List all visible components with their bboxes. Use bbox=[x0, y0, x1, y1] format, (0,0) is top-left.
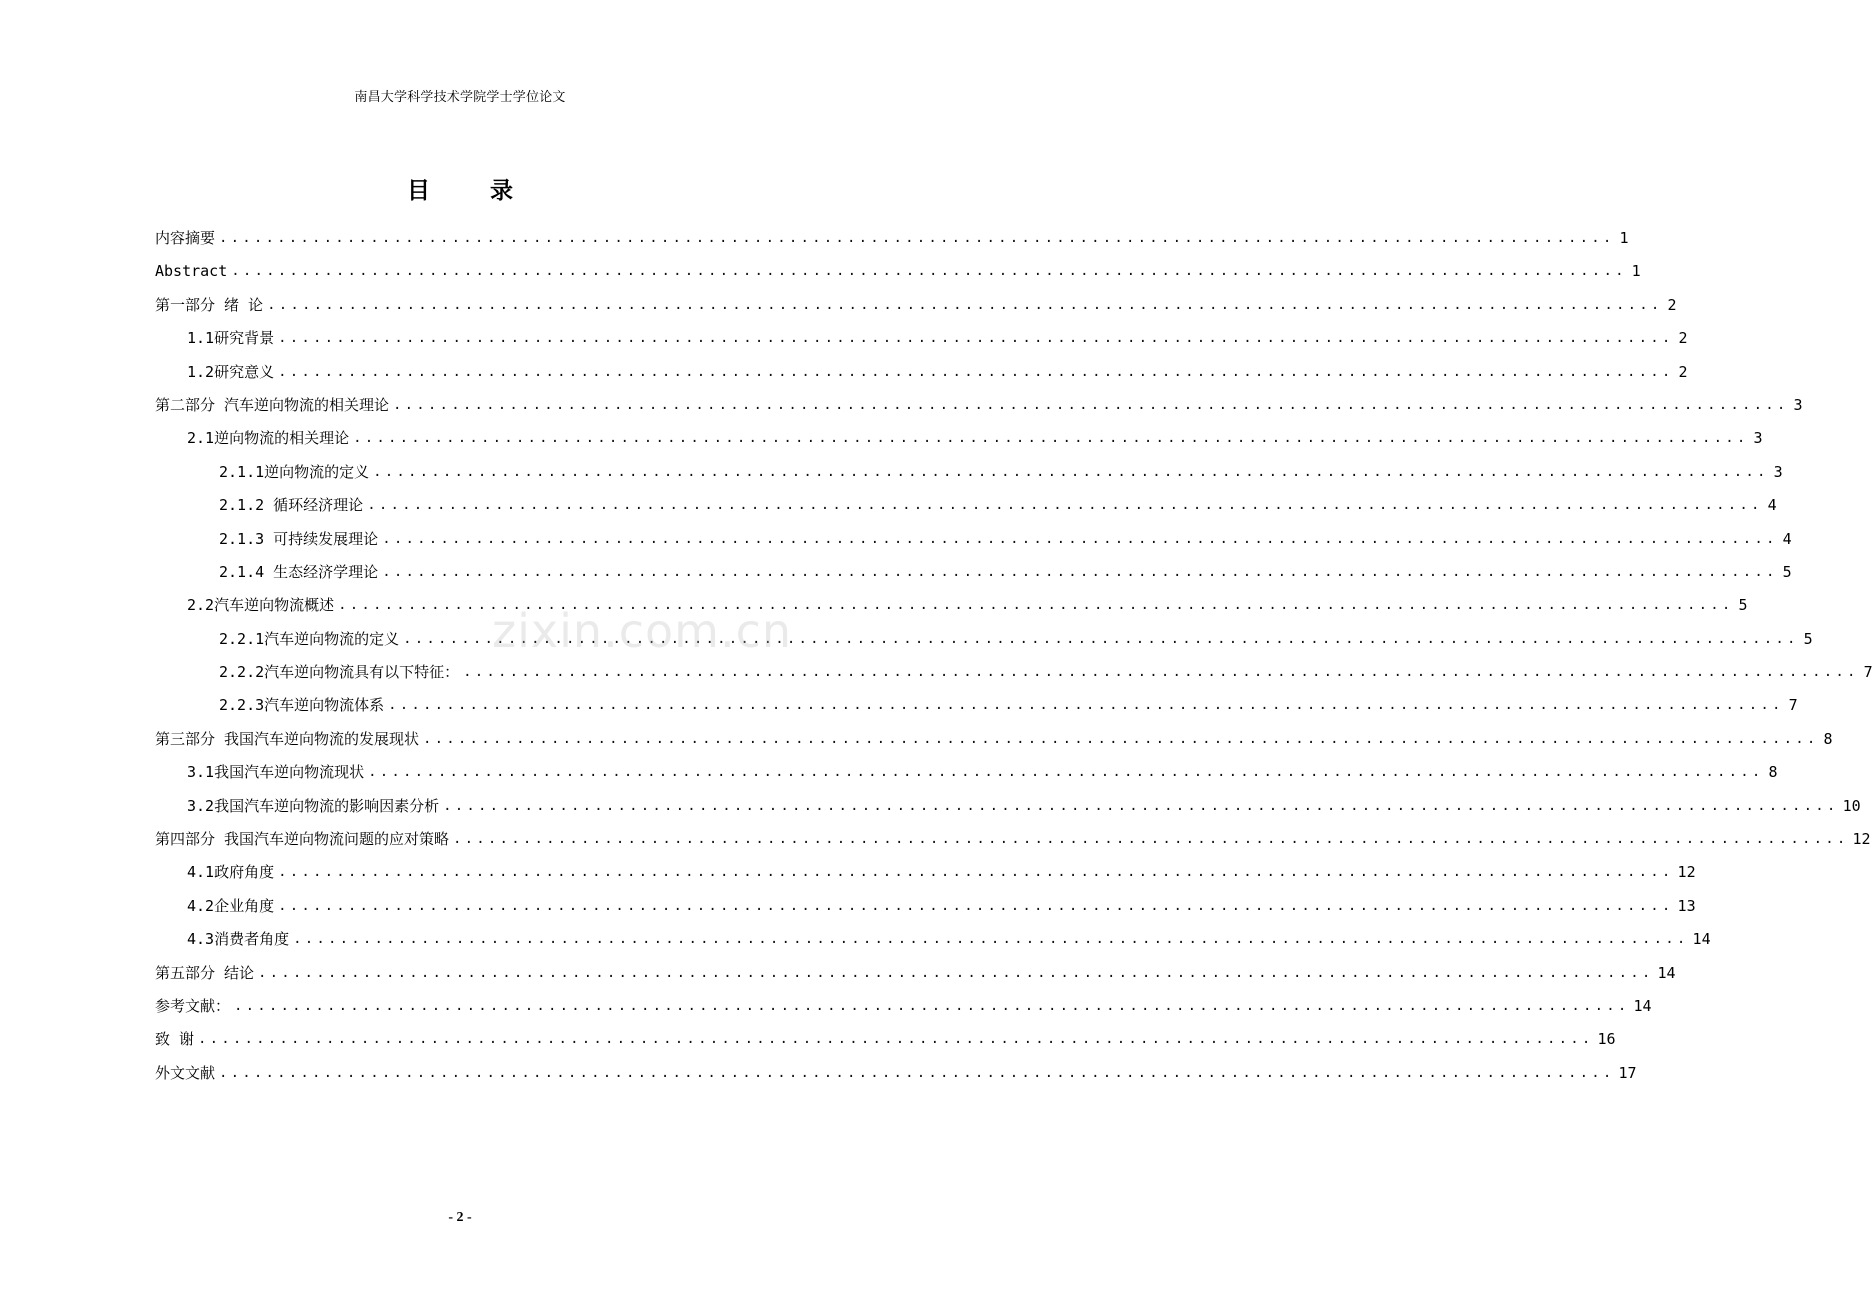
toc-leader-dots: ........................................................................................................................ bbox=[267, 296, 1663, 313]
toc-entry[interactable] bbox=[155, 862, 1696, 895]
toc-entry[interactable] bbox=[155, 529, 1792, 562]
toc-entry[interactable] bbox=[155, 495, 1777, 528]
toc-entry[interactable] bbox=[155, 362, 1688, 395]
toc-entry-label: 第四部分 我国汽车逆向物流问题的应对策略 bbox=[155, 830, 450, 849]
toc-entry-page-number: 13 bbox=[1677, 896, 1696, 915]
toc-leader-dots: ........................................................................................................................ bbox=[373, 463, 1769, 480]
toc-leader-dots: ........................................................................................................................ bbox=[278, 330, 1674, 347]
toc-entry[interactable] bbox=[155, 1029, 1616, 1062]
toc-entry-page-number: 12 bbox=[1852, 830, 1871, 849]
toc-leader-dots: ........................................................................................................................ bbox=[367, 497, 1763, 514]
toc-entry-label: 2.2.3汽车逆向物流体系 bbox=[219, 696, 385, 715]
toc-entry[interactable] bbox=[155, 796, 1861, 829]
toc-entry[interactable] bbox=[155, 762, 1778, 795]
toc-entry-page-number: 4 bbox=[1782, 529, 1792, 548]
toc-entry[interactable] bbox=[155, 295, 1677, 328]
toc-entry-label: 2.1.3 可持续发展理论 bbox=[219, 529, 379, 548]
toc-entry-label: 2.2.1汽车逆向物流的定义 bbox=[219, 629, 400, 648]
toc-entry-label: 1.2研究意义 bbox=[187, 362, 275, 381]
toc-leader-dots: ........................................................................................................................ bbox=[423, 730, 1819, 747]
toc-entry-page-number: 8 bbox=[1768, 763, 1778, 782]
toc-leader-dots: ........................................................................................................................ bbox=[278, 363, 1674, 380]
toc-entry-label: 3.2我国汽车逆向物流的影响因素分析 bbox=[187, 796, 440, 815]
toc-entry-page-number: 8 bbox=[1823, 729, 1833, 748]
toc-leader-dots: ........................................................................................................................ bbox=[231, 263, 1627, 280]
toc-entry[interactable] bbox=[155, 261, 1641, 294]
toc-entry[interactable] bbox=[155, 829, 1871, 862]
toc-leader-dots: ........................................................................................................................ bbox=[234, 997, 1630, 1014]
toc-entry-label: 第三部分 我国汽车逆向物流的发展现状 bbox=[155, 729, 420, 748]
toc-entry-label: 3.1我国汽车逆向物流现状 bbox=[187, 763, 365, 782]
toc-entry-page-number: 2 bbox=[1678, 362, 1688, 381]
toc-entry-page-number: 14 bbox=[1692, 930, 1711, 949]
toc-entry[interactable] bbox=[155, 228, 1629, 261]
toc-entry[interactable] bbox=[155, 629, 1813, 662]
toc-entry-label: 第一部分 绪 论 bbox=[155, 295, 264, 314]
toc-entry[interactable] bbox=[155, 428, 1763, 461]
toc-entry[interactable] bbox=[155, 662, 1873, 695]
toc-entry-label: 2.1.4 生态经济学理论 bbox=[219, 562, 379, 581]
toc-entry[interactable] bbox=[155, 729, 1833, 762]
toc-leader-dots: ........................................................................................................................ bbox=[219, 230, 1615, 246]
toc-entry-label: 2.1.2 循环经济理论 bbox=[219, 496, 364, 515]
toc-entry-page-number: 5 bbox=[1782, 562, 1792, 581]
table-of-contents bbox=[155, 228, 1873, 1096]
toc-entry-label: Abstract bbox=[155, 262, 228, 281]
toc-leader-dots: ........................................................................................................................ bbox=[293, 931, 1689, 948]
toc-entry-label: 第五部分 结论 bbox=[155, 963, 255, 982]
toc-entry[interactable] bbox=[155, 896, 1696, 929]
toc-entry[interactable] bbox=[155, 462, 1783, 495]
toc-entry-label: 2.1逆向物流的相关理论 bbox=[187, 429, 350, 448]
page-number: - 2 - bbox=[448, 1210, 472, 1225]
toc-entry-label: 第二部分 汽车逆向物流的相关理论 bbox=[155, 395, 390, 414]
toc-entry-page-number: 1 bbox=[1619, 229, 1629, 247]
toc-entry-page-number: 17 bbox=[1618, 1063, 1637, 1082]
toc-leader-dots: ........................................................................................................................ bbox=[382, 563, 1778, 580]
toc-leader-dots: ........................................................................................................................ bbox=[198, 1031, 1594, 1048]
toc-entry-label: 4.3消费者角度 bbox=[187, 930, 290, 949]
toc-entry-page-number: 16 bbox=[1597, 1030, 1616, 1049]
toc-leader-dots: ........................................................................................................................ bbox=[393, 396, 1789, 413]
toc-entry-page-number: 5 bbox=[1738, 596, 1748, 615]
toc-leader-dots: ........................................................................................................................ bbox=[403, 630, 1799, 647]
toc-entry-label: 4.2企业角度 bbox=[187, 896, 275, 915]
running-header: 南昌大学科学技术学院学士学位论文 bbox=[354, 90, 566, 105]
toc-entry-label: 4.1政府角度 bbox=[187, 863, 275, 882]
toc-entry-page-number: 7 bbox=[1863, 663, 1873, 682]
toc-leader-dots: ........................................................................................................................ bbox=[219, 1064, 1615, 1081]
toc-leader-dots: ........................................................................................................................ bbox=[258, 964, 1654, 981]
toc-entry-page-number: 14 bbox=[1657, 963, 1676, 982]
toc-entry-label: 2.2汽车逆向物流概述 bbox=[187, 596, 335, 615]
toc-entry-page-number: 10 bbox=[1842, 796, 1861, 815]
toc-entry-page-number: 12 bbox=[1677, 863, 1696, 882]
toc-entry[interactable] bbox=[155, 328, 1688, 361]
toc-leader-dots: ........................................................................................................................ bbox=[453, 831, 1849, 848]
toc-entry-page-number: 3 bbox=[1753, 429, 1763, 448]
toc-entry[interactable] bbox=[155, 695, 1798, 728]
toc-title: 目 录 bbox=[406, 178, 539, 204]
toc-leader-dots: ........................................................................................................................ bbox=[353, 430, 1749, 447]
toc-leader-dots: ........................................................................................................................ bbox=[463, 664, 1859, 681]
toc-leader-dots: ........................................................................................................................ bbox=[388, 697, 1784, 714]
toc-leader-dots: ........................................................................................................................ bbox=[443, 797, 1839, 814]
toc-entry-label: 1.1研究背景 bbox=[187, 329, 275, 348]
toc-entry-label: 致 谢 bbox=[155, 1030, 195, 1049]
toc-leader-dots: ........................................................................................................................ bbox=[338, 597, 1734, 614]
toc-entry-label: 2.2.2汽车逆向物流具有以下特征： bbox=[219, 663, 460, 682]
toc-entry-page-number: 4 bbox=[1767, 496, 1777, 515]
toc-entry-page-number: 1 bbox=[1631, 262, 1641, 281]
toc-entry-label: 外文文献 bbox=[155, 1063, 216, 1082]
toc-entry-page-number: 7 bbox=[1788, 696, 1798, 715]
watermark: zixin.com.cn bbox=[492, 604, 793, 658]
toc-entry[interactable] bbox=[155, 562, 1792, 595]
toc-entry[interactable] bbox=[155, 996, 1652, 1029]
toc-entry-page-number: 2 bbox=[1678, 329, 1688, 348]
toc-entry-label: 内容摘要 bbox=[155, 229, 216, 247]
toc-entry-label: 参考文献： bbox=[155, 996, 231, 1015]
toc-leader-dots: ........................................................................................................................ bbox=[368, 764, 1764, 781]
toc-leader-dots: ........................................................................................................................ bbox=[382, 530, 1778, 547]
toc-entry[interactable] bbox=[155, 395, 1803, 428]
toc-entry-page-number: 3 bbox=[1793, 395, 1803, 414]
toc-entry[interactable] bbox=[155, 929, 1711, 962]
toc-leader-dots: ........................................................................................................................ bbox=[278, 864, 1674, 881]
toc-entry[interactable] bbox=[155, 1063, 1637, 1096]
toc-entry[interactable] bbox=[155, 963, 1676, 996]
toc-entry-label: 2.1.1逆向物流的定义 bbox=[219, 462, 370, 481]
toc-entry-page-number: 2 bbox=[1667, 295, 1677, 314]
toc-entry-page-number: 5 bbox=[1803, 629, 1813, 648]
toc-entry-page-number: 3 bbox=[1773, 462, 1783, 481]
toc-entry-page-number: 14 bbox=[1633, 996, 1652, 1015]
toc-entry[interactable] bbox=[155, 595, 1748, 628]
toc-leader-dots: ........................................................................................................................ bbox=[278, 897, 1674, 914]
